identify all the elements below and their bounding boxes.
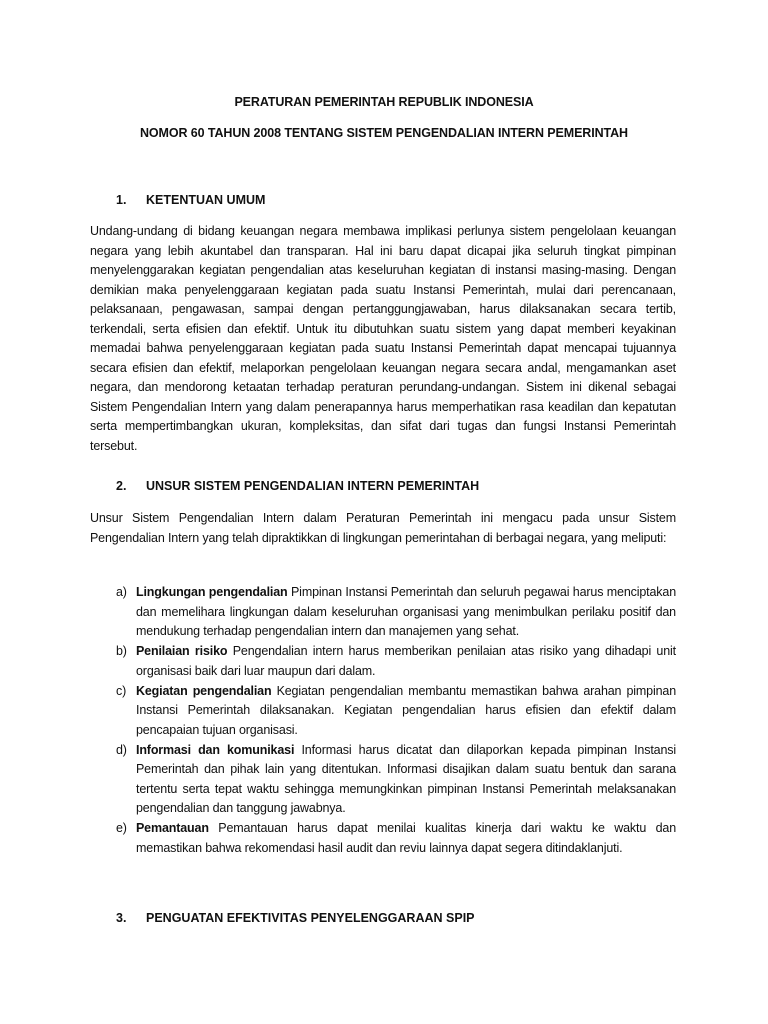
list-marker: e) [116, 821, 127, 835]
section-heading-2 [116, 478, 479, 494]
list-item [116, 741, 676, 819]
section-heading-text: KETENTUAN UMUM [146, 193, 266, 207]
section-heading-3 [116, 910, 475, 926]
list-item [116, 583, 676, 642]
list-item-text: Kegiatan pengendalian membantu memastikan bahwa arahan pimpinan Instansi Pemerintah dilaksanakan. Kegiatan pengendalian harus efisien dan efektif dalam pencapaian tujuan organisasi. [136, 683, 676, 737]
list-item [116, 682, 676, 741]
list-item-term: Lingkungan pengendalian [136, 585, 288, 599]
section-heading-text: PENGUATAN EFEKTIVITAS PENYELENGGARAAN SPIP [146, 911, 475, 925]
list-item-term: Kegiatan pengendalian [136, 683, 272, 698]
list-item-text: Pengendalian intern harus memberikan penilaian atas risiko yang dihadapi unit organisasi baik dari luar maupun dari dalam. [136, 644, 676, 678]
section-heading-1 [116, 192, 265, 208]
section-number: 2. [116, 479, 127, 493]
list-marker: c) [116, 683, 127, 698]
section-number: 1. [116, 193, 127, 207]
section-heading-text: UNSUR SISTEM PENGENDALIAN INTERN PEMERINTAH [146, 479, 480, 493]
list-marker: d) [116, 742, 127, 757]
section-paragraph-1: Undang-undang di bidang keuangan negara membawa implikasi perlunya sistem pengelolaan keuangan negara yang lebih akuntabel dan transparan. Hal ini baru dapat dicapai jika seluruh tingkat pimpinan menyelenggarakan kegiatan pengendalian atas keseluruhan kegiatan di instansi masing-masing. Dengan demikian maka penyelenggaraan kegiatan pada suatu Instansi Pemerintah, mulai dari perencanaan, pelaksanaan, pengawasan, sampai dengan pertanggungjawaban, harus dilaksanakan secara tertib, terkendali, serta efisien dan efektif. Untuk itu dibutuhkan suatu sistem yang dapat memberi keyakinan memadai bahwa penyelenggaraan kegiatan pada suatu Instansi Pemerintah dapat mencapai tujuannya secara efisien dan efektif, melaporkan pengelolaan keuangan negara secara andal, mengamankan aset negara, dan mendorong ketaatan terhadap peraturan perundang-undangan. Sistem ini dikenal sebagai Sistem Pengendalian Intern yang dalam penerapannya harus memperhatikan rasa keadilan dan kepatutan serta mempertimbangkan ukuran, kompleksitas, dan sifat dari tugas dan fungsi Instansi Pemerintah tersebut. [90, 224, 676, 453]
section-number: 3. [116, 911, 127, 925]
document-subtitle: NOMOR 60 TAHUN 2008 TENTANG SISTEM PENGENDALIAN INTERN PEMERINTAH [140, 126, 628, 140]
document-title: PERATURAN PEMERINTAH REPUBLIK INDONESIA [234, 95, 534, 109]
list-marker: a) [116, 585, 127, 599]
list-item-term: Penilaian risiko [136, 644, 228, 658]
list-item-term: Pemantauan [136, 821, 209, 835]
section-paragraph-2: Unsur Sistem Pengendalian Intern dalam Peraturan Pemerintah ini mengacu pada unsur Sistem Pengendalian Intern yang telah dipraktikkan di lingkungan pemerintahan di berbagai negara, yang meliputi: [90, 511, 676, 545]
list-item-term: Informasi dan komunikasi [136, 742, 295, 757]
list-item [116, 819, 676, 858]
list-item [116, 642, 676, 681]
list-marker: b) [116, 644, 127, 658]
list-item-text: Pimpinan Instansi Pemerintah dan seluruh pegawai harus menciptakan dan memelihara lingkungan dalam keseluruhan organisasi yang menimbulkan perilaku positif dan mendukung terhadap pengendalian intern dan manajemen yang sehat. [136, 585, 676, 638]
unsur-list [116, 583, 676, 859]
list-item-text: Informasi harus dicatat dan dilaporkan kepada pimpinan Instansi Pemerintah dan pihak lain yang ditentukan. Informasi disajikan dalam suatu bentuk dan sarana tertentu serta tepat waktu sehingga memungkinkan pimpinan Instansi Pemerintah melaksanakan pengendalian dan tanggung jawabnya. [136, 742, 676, 815]
list-item-text: Pemantauan harus dapat menilai kualitas kinerja dari waktu ke waktu dan memastikan bahwa rekomendasi hasil audit dan reviu lainnya dapat segera ditindaklanjuti. [136, 821, 676, 855]
